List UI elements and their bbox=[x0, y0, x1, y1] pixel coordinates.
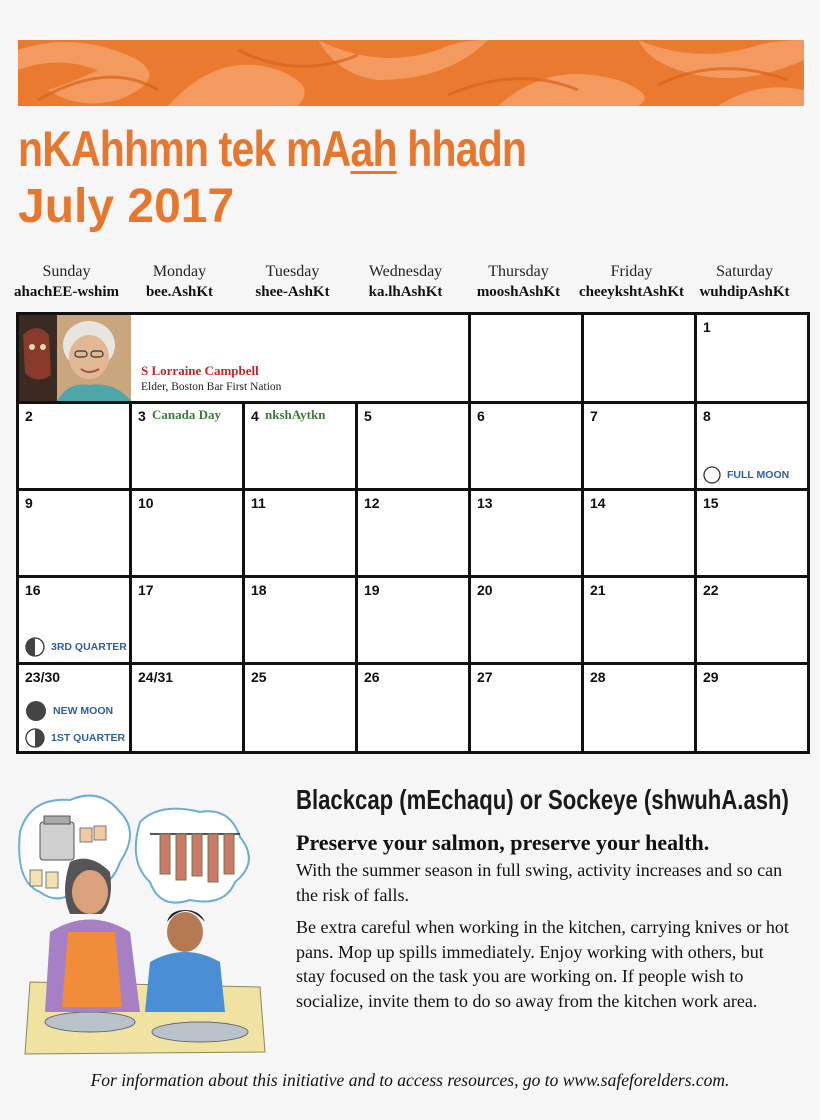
holiday-label: Canada Day bbox=[152, 407, 221, 422]
elder-name: S Lorraine Campbell bbox=[141, 363, 259, 378]
day-number: 7 bbox=[590, 408, 598, 424]
day-cell bbox=[358, 578, 468, 662]
day-cell bbox=[358, 404, 468, 488]
elder-photo bbox=[19, 315, 131, 401]
article-paragraph: Be extra careful when working in the kitchen, carrying knives or hot pans. Mop up spills immediately. Enjoy working with others, but stay focused on the task you are working on. If people wish to socialize, invite them to do so away from the kitchen work area. bbox=[296, 917, 789, 1011]
day-cell bbox=[471, 404, 581, 488]
article-body bbox=[296, 858, 796, 1021]
moon-phase: NEW MOON bbox=[25, 700, 113, 722]
day-number: 24/31 bbox=[138, 669, 174, 685]
day-number: 5 bbox=[364, 408, 372, 424]
day-number: 14 bbox=[590, 495, 606, 511]
day-cell bbox=[19, 404, 129, 488]
page-title-native: nKAhhmn tek mAah hhadn bbox=[18, 121, 527, 177]
day-number: 20 bbox=[477, 582, 493, 598]
salmon-preparation-illustration bbox=[10, 782, 272, 1062]
day-number: 9 bbox=[25, 495, 33, 511]
day-cell bbox=[132, 578, 242, 662]
day-number: 12 bbox=[364, 495, 380, 511]
day-cell bbox=[697, 665, 807, 751]
day-number: 18 bbox=[251, 582, 267, 598]
first-quarter-moon-icon bbox=[25, 728, 45, 748]
day-number: 17 bbox=[138, 582, 154, 598]
article-title: Blackcap (mEchaqu) or Sockeye (shwuhA.ash) bbox=[296, 784, 789, 815]
day-cell bbox=[471, 665, 581, 751]
day-number: 16 bbox=[25, 582, 41, 598]
day-cell bbox=[697, 315, 807, 401]
day-number: 15 bbox=[703, 495, 719, 511]
full-moon-icon bbox=[703, 466, 721, 484]
day-cell bbox=[358, 491, 468, 575]
day-cell bbox=[584, 578, 694, 662]
day-cell bbox=[584, 404, 694, 488]
article-subtitle: Preserve your salmon, preserve your health. bbox=[296, 830, 710, 855]
day-cell bbox=[132, 665, 242, 751]
day-cell bbox=[697, 578, 807, 662]
header-banner bbox=[18, 40, 804, 106]
calendar-grid bbox=[16, 312, 810, 754]
day-cell bbox=[358, 665, 468, 751]
day-cell bbox=[245, 665, 355, 751]
day-cell bbox=[471, 578, 581, 662]
day-cell bbox=[19, 578, 129, 662]
weekday-header-row bbox=[10, 262, 818, 308]
day-number: 21 bbox=[590, 582, 606, 598]
day-number: 28 bbox=[590, 669, 606, 685]
empty-day-cell bbox=[471, 315, 581, 401]
empty-day-cell bbox=[584, 315, 694, 401]
day-number: 19 bbox=[364, 582, 380, 598]
weekday-header: Tuesday shee-AshKt bbox=[255, 263, 330, 300]
day-number: 4 bbox=[251, 408, 259, 424]
day-number: 2 bbox=[25, 408, 33, 424]
day-cell bbox=[19, 665, 129, 751]
third-quarter-moon-icon bbox=[25, 637, 45, 657]
day-number: 3 bbox=[138, 408, 146, 424]
day-cell bbox=[584, 491, 694, 575]
weekday-header: Wednesday ka.lhAshKt bbox=[368, 263, 443, 300]
day-cell bbox=[19, 491, 129, 575]
day-cell bbox=[245, 491, 355, 575]
weekday-header: Thursday mooshAshKt bbox=[476, 263, 561, 300]
article-paragraph: With the summer season in full swing, activity increases and so can the risk of falls. bbox=[296, 860, 783, 905]
weekday-header: Friday cheeykshtAshKt bbox=[578, 263, 684, 300]
day-number: 22 bbox=[703, 582, 719, 598]
day-cell bbox=[584, 665, 694, 751]
footer-note: For information about this initiative and to access resources, go to www.safeforelders.com. bbox=[90, 1070, 730, 1090]
day-number: 26 bbox=[364, 669, 380, 685]
day-cell bbox=[132, 491, 242, 575]
day-cell bbox=[245, 578, 355, 662]
day-number: 29 bbox=[703, 669, 719, 685]
day-cell bbox=[245, 404, 355, 488]
day-cell bbox=[697, 404, 807, 488]
moon-phase: 3RD QUARTER bbox=[25, 637, 127, 657]
day-number: 25 bbox=[251, 669, 267, 685]
new-moon-icon bbox=[25, 700, 47, 722]
day-number: 8 bbox=[703, 408, 711, 424]
elder-title: Elder, Boston Bar First Nation bbox=[141, 381, 282, 393]
page-title-month: July 2017 bbox=[18, 180, 235, 233]
holiday-label: nkshAytkn bbox=[265, 407, 326, 422]
day-number: 13 bbox=[477, 495, 493, 511]
day-number: 23/30 bbox=[25, 669, 61, 685]
moon-phase: 1ST QUARTER bbox=[25, 728, 125, 748]
day-number: 27 bbox=[477, 669, 493, 685]
day-number: 1 bbox=[703, 319, 711, 335]
day-cell bbox=[132, 404, 242, 488]
day-cell bbox=[697, 491, 807, 575]
day-cell bbox=[471, 491, 581, 575]
moon-phase: FULL MOON bbox=[703, 466, 789, 484]
day-number: 11 bbox=[251, 495, 266, 511]
featured-elder-cell bbox=[19, 315, 468, 401]
weekday-header: Saturday wuhdipAshKt bbox=[699, 263, 790, 300]
day-number: 10 bbox=[138, 495, 154, 511]
weekday-header: Sunday ahachEE-wshim bbox=[13, 263, 120, 300]
weekday-header: Monday bee.AshKt bbox=[145, 263, 214, 300]
day-number: 6 bbox=[477, 408, 485, 424]
